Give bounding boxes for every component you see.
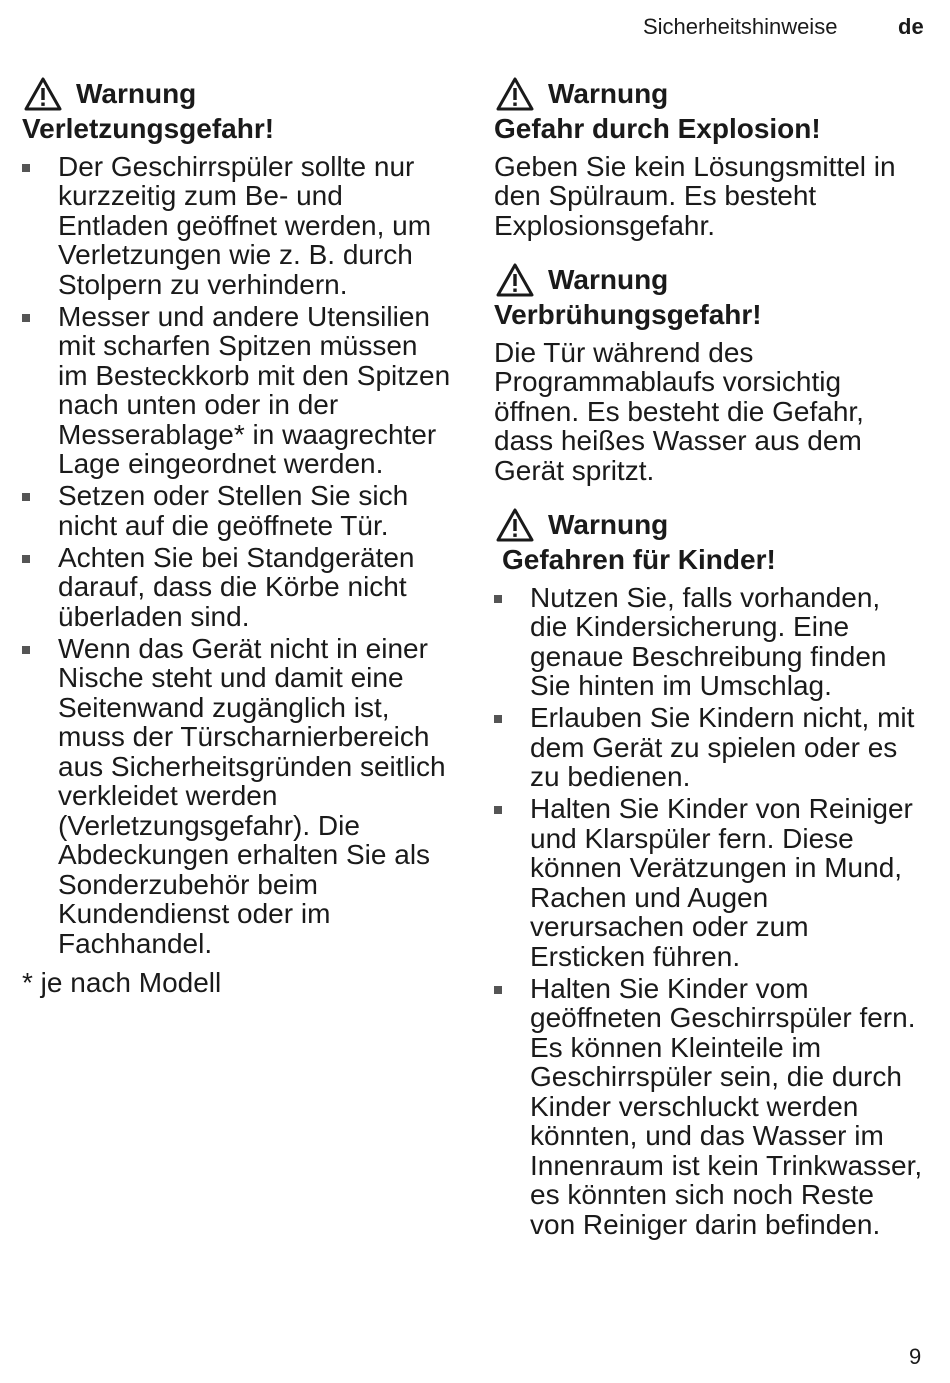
warning-children xyxy=(494,507,924,1239)
bullet-square-icon xyxy=(494,806,502,814)
warning-text: Die Tür während des Programmablaufs vorsichtig öffnen. Es besteht die Gefahr, dass heißes Wasser aus dem Gerät spritzt. xyxy=(494,336,864,486)
warning-triangle-icon xyxy=(496,508,534,542)
list-item: Halten Sie Kinder vom geöffneten Geschirrspüler fern. Es können Kleinteile im Geschirrspüler sein, die durch Kinder verschluckt werden könnten, und das Wasser im Innenraum ist kein Trinkwasser, es könnten sich noch Reste von Reiniger darin befinden. xyxy=(494,974,924,1240)
right-column xyxy=(494,76,924,1249)
warning-label: Warnung xyxy=(76,78,197,110)
bullet-square-icon xyxy=(494,595,502,603)
bullet-square-icon xyxy=(22,646,30,654)
warning-label: Warnung xyxy=(548,78,669,110)
list-item: Halten Sie Kinder von Reiniger und Klarspüler fern. Diese können Verätzungen in Mund, Rachen und Augen verursachen oder zum Ersticken führen. xyxy=(494,794,924,971)
warning-title: Gefahr durch Explosion! xyxy=(494,113,821,144)
bullet-square-icon xyxy=(22,164,30,172)
bullet-square-icon xyxy=(494,715,502,723)
warning-triangle-icon xyxy=(24,77,62,111)
warning-heading xyxy=(494,507,924,543)
list-item: Wenn das Gerät nicht in einer Nische steht und damit eine Seitenwand zugänglich ist, muss der Türscharnierbereich aus Sicherheitsgründen seitlich verkleidet werden (Verletzungsgefahr). Die Abdeckungen erhalten Sie als Sonderzubehör beim Kundendienst oder im Fachhandel. xyxy=(22,634,452,959)
list-item: Der Geschirrspüler sollte nur kurzzeitig zum Be- und Entladen geöffnet werden, um Verletzungen wie z. B. durch Stolpern zu verhindern. xyxy=(22,152,452,300)
warning-scald xyxy=(494,262,924,485)
list-item: Setzen oder Stellen Sie sich nicht auf die geöffnete Tür. xyxy=(22,481,452,540)
warning-triangle-icon xyxy=(496,263,534,297)
list-item: Achten Sie bei Standgeräten darauf, dass die Körbe nicht überladen sind. xyxy=(22,543,452,632)
warning-label: Warnung xyxy=(548,264,669,296)
warning-heading xyxy=(22,76,452,112)
injury-list xyxy=(22,152,452,959)
warning-triangle-icon xyxy=(496,77,534,111)
children-list xyxy=(494,583,924,1240)
bullet-square-icon xyxy=(22,314,30,322)
warning-injury xyxy=(22,76,452,998)
warning-heading xyxy=(494,262,924,298)
footnote: * je nach Modell xyxy=(22,967,222,998)
list-item: Erlauben Sie Kindern nicht, mit dem Gerät zu spielen oder es zu bedienen. xyxy=(494,703,924,792)
header-language-code: de xyxy=(898,14,924,39)
warning-label: Warnung xyxy=(548,509,669,541)
warning-heading xyxy=(494,76,924,112)
bullet-square-icon xyxy=(494,986,502,994)
left-column xyxy=(22,76,452,1008)
warning-title: Verletzungsgefahr! xyxy=(22,113,275,144)
list-item: Messer und andere Utensilien mit scharfen Spitzen müssen im Besteckkorb mit den Spitzen nach unten oder in der Messerablage* in waagrechter Lage eingeordnet werden. xyxy=(22,302,452,479)
bullet-square-icon xyxy=(22,493,30,501)
bullet-square-icon xyxy=(22,555,30,563)
page-number: 9 xyxy=(909,1344,922,1369)
list-item: Nutzen Sie, falls vorhanden, die Kindersicherung. Eine genaue Beschreibung finden Sie hinten im Umschlag. xyxy=(494,583,924,701)
warning-explosion xyxy=(494,76,924,240)
warning-text: Geben Sie kein Lösungsmittel in den Spülraum. Es besteht Explosionsgefahr. xyxy=(494,150,896,241)
warning-title: Gefahren für Kinder! xyxy=(502,544,776,575)
warning-title: Verbrühungsgefahr! xyxy=(494,299,762,330)
header-section-title: Sicherheitshinweise xyxy=(643,14,838,39)
